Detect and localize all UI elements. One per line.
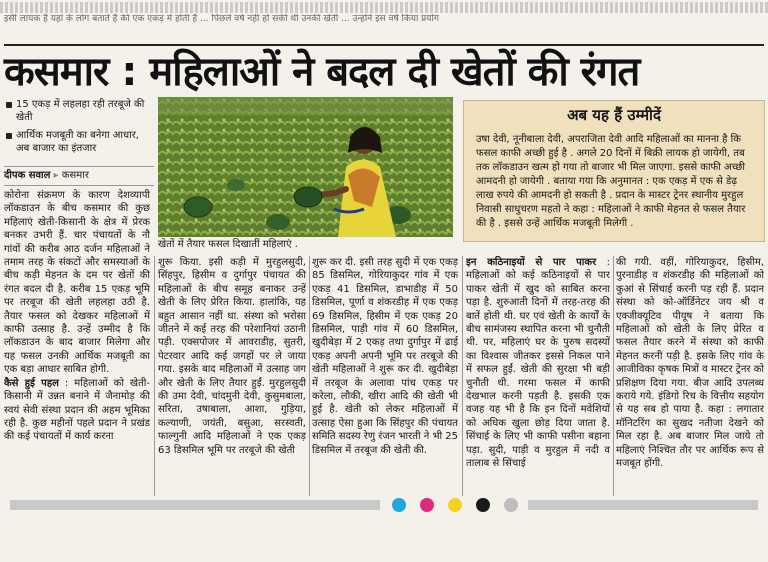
print-margin-bar (10, 500, 380, 510)
byline-arrow: ▸ (53, 170, 59, 181)
byline (4, 166, 154, 186)
column-text: महिलाओं को कई कठिनाइयों से पार पाकर खेती में खुद को साबित करना पड़ा है. शुरुआती दिनों में तरह-तरह की बातें होती थी. घर एवं खेती के कार्यों के बीच सामंजस्य स्थापित करना भी चुनौती थी. पर, महिलाएं घर के पुरुष सदस्यों का विश्वास जीतकर इससे निकल पाने में सफल हुईं. खेती की सुरक्षा भी बड़ी चुनौती थी. गरमा फसल में काफी देखभाल करनी पड़ती है. इसकी एक वजह यह भी है कि इन दिनों मवेशियों को अधिक खुला छोड़ दिया जाता है. सिंचाई के लिए भी काफी पसीना बहाना पड़ा. सुदी, पाड़ी व मुरहुल में नदी व तालाब से सिंचाई (466, 270, 610, 470)
column-divider (613, 256, 614, 496)
article-column-1 (4, 189, 150, 499)
highlight-item: आर्थिक मजबूती का बनेगा आधार, अब बाजार का इंतजार (4, 129, 154, 155)
headline-separator: : (121, 49, 137, 95)
article-column-5: की गयी. वहीं, गोरियाकुदर, हिसीम, पुरनाडीह व शंकरडीह की महिलाओं को कुआं से सिंचाई करनी पड़ रही हैं. प्रदान संस्था को को-ऑर्डिनेटर जय श्री व एक्जीक्यूटिव पीयूष ने बताया कि महिलाओं को खेती के लिए प्रेरित व फसल तैयार करने में संस्था को काफी मेहनत करनी पड़ी है. इसके लिए गांव के आजीविका कृषक मित्रों व मास्टर ट्रेनर को प्रशिक्षण दिया गया. बीज आदि उपलब्ध कराये गये. इंडिगो रिच के वित्तीय सहयोग से यह सब हो पाया है. कहा : लगातार मॉनिटरिंग का सुखद नतीजा देखने को मिल रहा है. अब बाजार मिल जाये तो महिलाएं निश्चित तौर पर आर्थिक रूप से मजबूत होंगी. (616, 257, 764, 470)
box-body: उषा देवी, नूनीबाला देवी, अपराजिता देवी आदि महिलाओं का मानना है कि फसल काफी अच्छी हुई है . अगले 20 दिनों में बिक्री लायक हो जायेगी, तब तक लॉकडाउन खत्म हो गया तो बाजार भी मिल जाएगा. इससे काफी अच्छी आमदनी हो जायेगी . बताया गया कि अनुमानत : एक एकड़ में एक से डेढ़ लाख रुपये की आमदनी हो सकती है . प्रदान के मास्टर ट्रेनर स्थानीय मुरहुल निवासी साधुचरण महतो ने कहा : महिलाओं ने काफी मेहनत से फसल तैयार की है . इससे उन्हें आर्थिक मजबूती मिलेगी . (476, 134, 746, 229)
registration-dot-black (476, 498, 490, 512)
registration-dot-grey (504, 498, 518, 512)
highlights (4, 98, 154, 160)
top-strip (0, 0, 768, 44)
photo-caption: खेतों में तैयार फसल दिखातीं महिलाएं . (158, 239, 298, 250)
field-illustration (158, 97, 453, 237)
print-margin-bar (528, 500, 758, 510)
registration-dot-magenta (420, 498, 434, 512)
intro-text: कोरोना संक्रमण के कारण देशव्यापी लॉकडाउन के बीच कसमार की कुछ महिलाएं खेती-किसानी के क्षेत्र में प्रेरक बनकर उभरी हैं. चार पंचायतों के नौ गांवों की करीब आठ दर्जन महिलाओं ने तमाम तरह के संकटों और समस्याओं के बीच कड़ी मेहनत के दम पर खेतों की रंगत बदल दी है. करीब 15 एकड़ भूमि पर तरबूज की खेती लहलहा उठी है. तैयार फसल को देखकर महिलाओं में काफी उत्साह है. उन्हें उम्मीद है कि लॉकडाउन के बाद बाजार मिलेगा और यह फसल उनकी आर्थिक मजबूती का एक बड़ा आधार साबित होगी. (4, 190, 150, 376)
registration-dot-cyan (392, 498, 406, 512)
article-column-4 (466, 256, 610, 496)
box-title: अब यह हैं उम्मीदें (567, 106, 661, 124)
headline (4, 46, 764, 98)
headline-place: कसमार (4, 49, 109, 95)
byline-place: कसमार (61, 170, 89, 181)
top-strip-lines (0, 2, 768, 13)
column-divider (309, 256, 310, 496)
expectations-box (463, 100, 765, 242)
highlight-item: 15 एकड़ में लहलहा रही तरबूजे की खेती (4, 98, 154, 124)
subhead-separator: : (596, 257, 610, 268)
subhead-initiative: कैसे हुई पहल (4, 377, 59, 389)
news-photo (158, 97, 453, 237)
headline-title: महिलाओं ने बदल दी खेतों की रंगत (149, 49, 640, 95)
column-divider (154, 256, 155, 496)
top-strip-text: इसी लायक हैं यहां के लोग बताते हैं की एक एकड़ में होती है ... पिछले वर्ष नहीं हो सकी थी उनकी खेती ... उन्होंने इस वर्ष किया प्रयोग (4, 14, 439, 24)
byline-name: दीपक सवाल (4, 170, 51, 181)
article-column-3: शुरू कर दी. इसी तरह सुदी में एक एकड़ 85 डिसमिल, गोरियाकुदर गांव में एक एकड़ 41 डिसमिल, डाभाडीह में 50 डिसमिल, पूर्णा व शंकरडीह में एक एकड़ 69 डिसमिल, हिसीम में एक एकड़ 20 डिसमिल, पाड़ी गांव में 60 डिसमिल, खुदीबेड़ा में 2 एकड़ तथा दुर्गापुर में ढाई एकड़ अपनी अपनी भूमि पर तरबूजे की खेती महिलाओं ने शुरू कर दी. खुदीबेड़ा में तरबूज के अलावा पांच एकड़ पर करेला, लौकी, खीरा आदि की खेती भी हुई है. खेती को लेकर महिलाओं में उत्साह ऐसा हुआ कि सिंहपुर की पंचायत समिति सदस्य रेणु रंजन भारती ने भी 25 डिसमिल में तरबूज की खेती की. (312, 257, 458, 456)
column-divider (462, 256, 463, 496)
article-column-2: शुरू किया. इसी कड़ी में मुरहुलसुदी, सिंहपुर, हिसीम व दुर्गापुर पंचायत की महिलाओं के बीच समूह बनाकर उन्हें खेती के लिए प्रेरित किया. हालांकि, यह बहुत आसान नहीं था. संस्था को भरोसा जीतने में कई तरह की परेशानियां उठानी पड़ी. एक्सपोजर में आवराडीह, सुतरी, पेटरवार आदि कई जगहों पर ले जाया गया. इसके बाद महिलाओं में उत्साह जग और खेती के लिए तैयार हुईं. मुरहुलसुदी की उमा देवी, चांदमुनी देवी, कुसुमबाला, सरिता, उषाबाला, आशा, गुड़िया, कल्याणी, जयंती, बसुआ, सरस्वती, फाल्गुनी आदि महिलाओं ने एक एकड़ 63 डिसमिल भूमि पर तरबूजे की खेती (158, 257, 306, 456)
column-text: महिलाओं को खेती-किसानी में उन्नत बनाने में जैनामोड़ की स्वयं सेवी संस्था प्रदान की अहम भूमिका रही है. कुछ महीनों पहले प्रदान ने प्रखंड की कई पंचायतों में कार्य करना (4, 377, 150, 443)
subhead-difficulties: इन कठिनाइयों से पार पाकर (466, 257, 597, 268)
subhead-separator: : (58, 377, 75, 389)
registration-dot-yellow (448, 498, 462, 512)
